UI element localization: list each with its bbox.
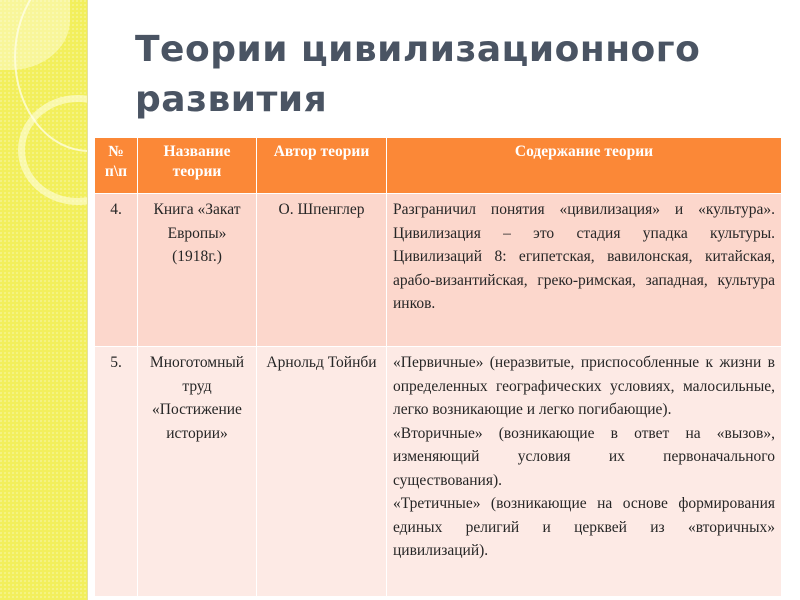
cell-name: Многотомный труд «Постижение истории» xyxy=(138,347,257,597)
cell-num: 4. xyxy=(95,194,138,347)
content-paragraph-secondary: «Вторичные» (возникающие в ответ на «вызов», изменяющий условия их первоначального существования). xyxy=(393,424,775,489)
table-header-row xyxy=(95,138,782,194)
content-paragraph-tertiary: «Третичные» (возникающие на основе формирования единых религий и церквей из «вторичных» цивилизаций). xyxy=(393,495,775,559)
header-content: Содержание теории xyxy=(387,138,782,194)
content-paragraph: Разграничил понятия «цивилизация» и «культура». Цивилизация – это стадия упадка культуры. Цивилизаций 8: египетская, вавилонская, китайская, арабо-византийская, греко-римская, западная, культура инков. xyxy=(393,201,775,312)
slide-title: Теории цивилизационного развития xyxy=(135,29,701,120)
cell-author: Арнольд Тойнби xyxy=(257,347,387,597)
cell-name: Книга «Закат Европы» (1918г.) xyxy=(138,194,257,347)
cell-author: О. Шпенглер xyxy=(257,194,387,347)
header-name: Название теории xyxy=(138,138,257,194)
cell-content xyxy=(387,347,782,597)
table-row xyxy=(95,347,782,597)
cell-num: 5. xyxy=(95,347,138,597)
table-row xyxy=(95,194,782,347)
content-paragraph-primary: «Первичные» (неразвитые, приспособленные к жизни в определенных географических условиях, малосильные, легко возникающие и легко погибающие). xyxy=(393,354,775,418)
header-num: № п\п xyxy=(95,138,138,194)
cell-content xyxy=(387,194,782,347)
decorative-side-panel xyxy=(0,0,88,600)
theories-table xyxy=(94,137,782,597)
header-author: Автор теории xyxy=(257,138,387,194)
